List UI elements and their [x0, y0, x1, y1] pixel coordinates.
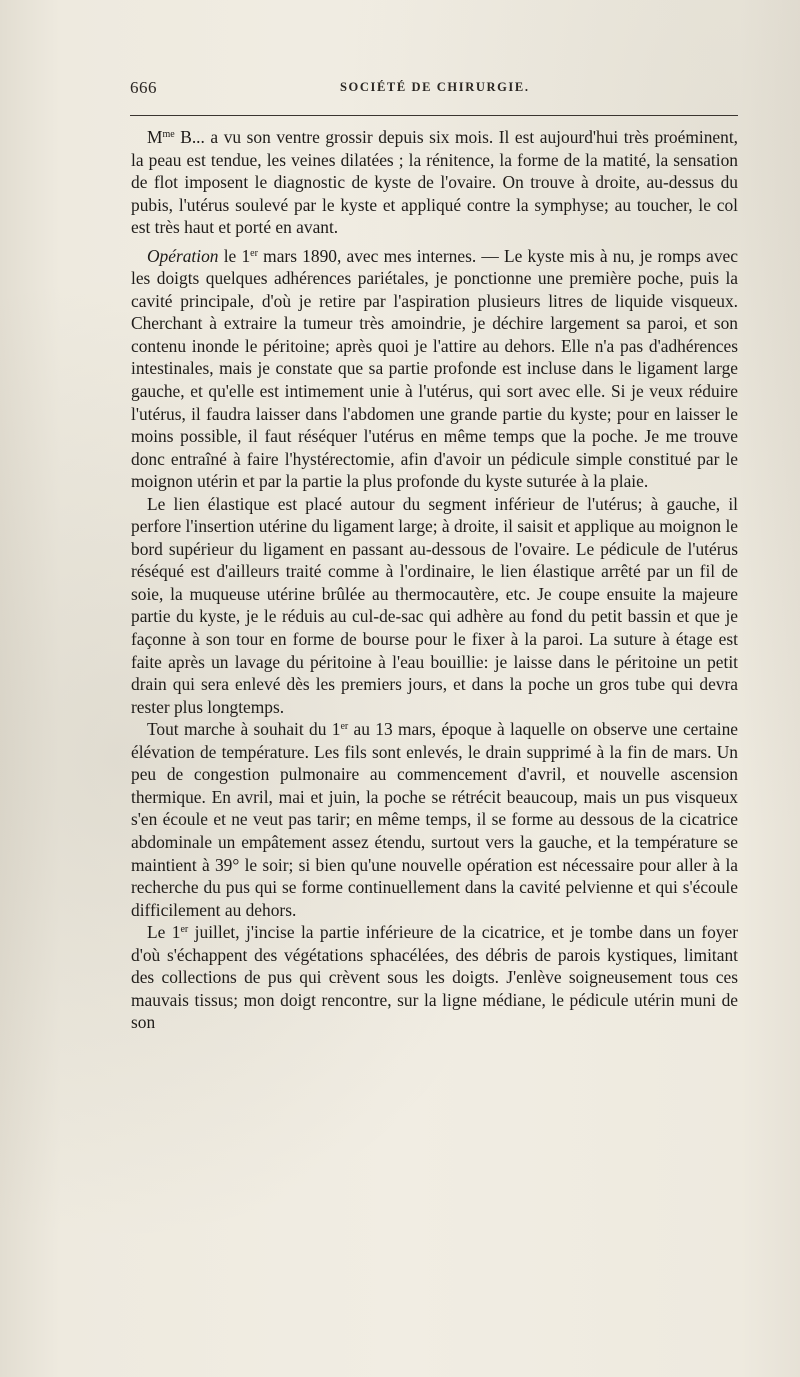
body-text: [131, 126, 738, 1034]
running-head: SOCIÉTÉ DE CHIRURGIE.: [340, 80, 530, 94]
paragraph-july-incision: Le 1er juillet, j'incise la partie inférieure de la cicatrice, et je tombe dans un foyer d'où s'échappent des végétations sphacélées, des débris de parois kystiques, limitant des collections de pus qui crèvent sous les doigts. J'enlève soigneusement tous ces mauvais tissus; mon doigt rencontre, sur la ligne médiane, le pédicule utérin muni de son: [131, 922, 739, 1033]
header-rule: [130, 115, 738, 116]
paragraph-operation: Opération le 1er mars 1890, avec mes internes. — Le kyste mis à nu, je romps avec les doigts quelques adhérences pariétales, je ponctionne une première poche, puis la cavité principale, d'où je retire par l'aspiration plusieurs litres de liquide visqueux. Cherchant à extraire la tumeur très amoindrie, je déchire largement sa paroi, et son contenu inonde le péritoine; après quoi je l'attire au dehors. Elle n'a pas d'adhérences intestinales, mais je constate que sa partie profonde est incluse dans le ligament large gauche, et qu'elle est intimement unie à l'utérus, qui sort avec elle. Si je veux réduire l'utérus, il faudra laisser dans l'abdomen une grande partie du kyste; pour en laisser le moins possible, il faut réséquer l'utérus en même temps que la poche. Je me trouve donc entraîné à faire l'hystérectomie, afin d'avoir un pédicule simple constitué par le moignon utérin et par la partie la plus profonde du kyste suturée à la plaie.: [131, 245, 738, 492]
paragraph-elastic-ligature: Le lien élastique est placé autour du segment inférieur de l'utérus; à gauche, il perfore l'insertion utérine du ligament large; à droite, il saisit et applique au moignon le bord supérieur du ligament en passant au-dessous de l'ovaire. Le pédicule de l'utérus réséqué est d'ailleurs traité comme à l'ordinaire, le lien élastique arrêté par un fil de soie, la muqueuse utérine brûlée au thermocautère, etc. Je coupe ensuite la majeure partie du kyste, je le réduis au cul-de-sac qui adhère au fond du petit bassin et que je façonne à son tour en forme de bourse pour le fixer à la paroi. La suture à étage est faite après un lavage du péritoine à l'eau bouillie: je laisse dans le péritoine un petit drain qui sera enlevé dès les premiers jours, et dans la poche un gros tube qui devra rester plus longtemps.: [131, 493, 738, 717]
paragraph-postoperative-course: Tout marche à souhait du 1er au 13 mars, époque à laquelle on observe une certaine élévation de température. Les fils sont enlevés, le drain supprimé à la fin de mars. Un peu de congestion pulmonaire au commencement d'avril, et nouvelle ascension thermique. En avril, mai et juin, la poche se rétrécit beaucoup, mais un pus visqueux s'en écoule et ne veut pas tarir; en même temps, il se forme au dessous de la cicatrice abdominale un empâtement assez étendu, surtout vers la gauche, et la température se maintient à 39° le soir; si bien qu'une nouvelle opération est nécessaire pour aller à la recherche du pus qui se forme continuellement dans la cavité pelvienne et qui s'écoule difficilement au dehors.: [131, 719, 738, 920]
page-header: [130, 78, 738, 102]
page-number: 666: [130, 78, 157, 97]
paragraph-case-description: $M^{me}$ B... a vu son ventre grossir depuis six mois. Il est aujourd'hui très proéminent, la peau est tendue, les veines dilatées ; la rénitence, la forme de la matité, la sensation de flot imposent le diagnostic de kyste de l'ovaire. On trouve à droite, au-dessus du pubis, l'utérus soulevé par le kyste et appliqué contre la symphyse; au toucher, le col est très haut et porté en avant.: [131, 127, 738, 238]
